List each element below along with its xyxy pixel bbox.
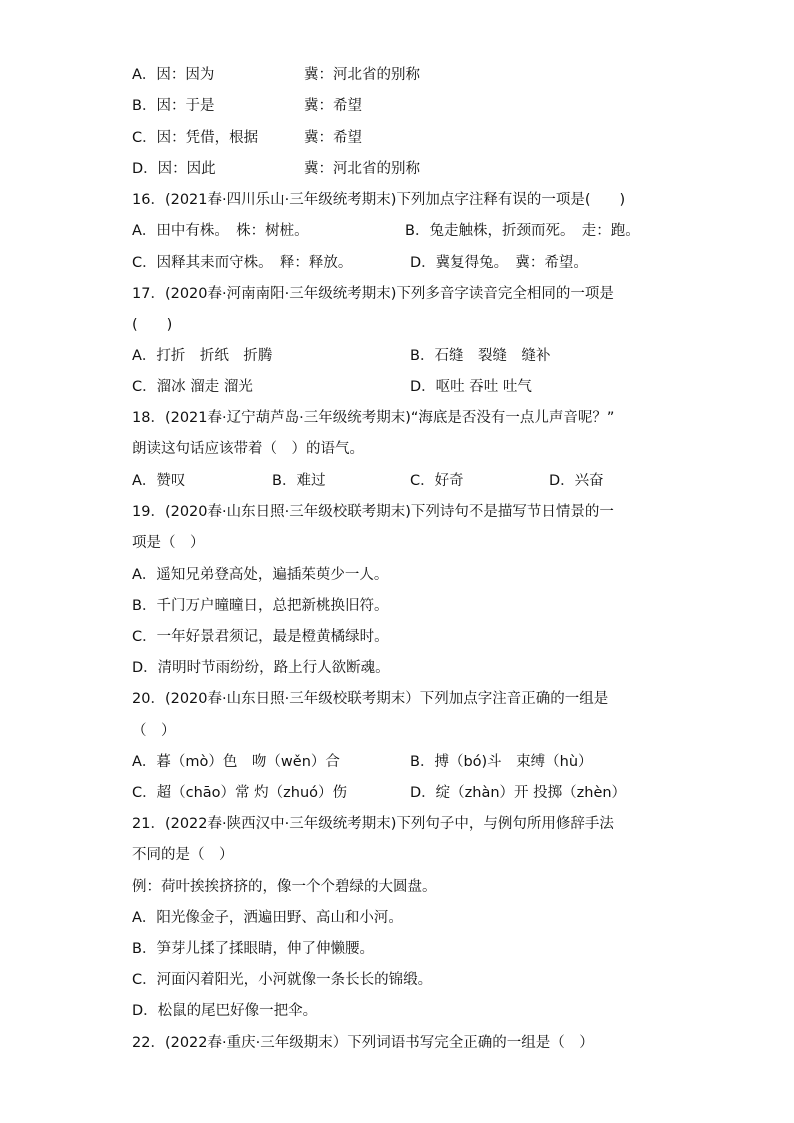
q19-option-a: A．遥知兄弟登高处，遍插茱萸少一人。 xyxy=(132,567,389,583)
option-a: A．暮（mò）色 吻（wěn）合 xyxy=(132,754,340,770)
option-c: C．超（chāo）常 灼（zhuó）伤 xyxy=(132,785,348,801)
option-text: D．因：因此 xyxy=(132,161,216,177)
q18-stem: 18．(2021春·辽宁葫芦岛·三年级统考期末)“海底是否没有一点儿声音呢？” xyxy=(132,410,615,426)
option-d: D．绽（zhàn）开 投掷（zhèn） xyxy=(410,785,627,801)
option-gloss: 冀：河北省的别称 xyxy=(304,161,420,177)
option-text: C．因：凭借，根据 xyxy=(132,130,259,146)
q21-stem-cont: 不同的是（ ） xyxy=(132,847,234,863)
q20-options-row1 xyxy=(132,750,593,774)
q21-option-d: D．松鼠的尾巴好像一把伞。 xyxy=(132,1003,318,1019)
q21-option-b: B．笋芽儿揉了揉眼睛，伸了伸懒腰。 xyxy=(132,941,374,957)
q16-options-row1 xyxy=(132,219,640,243)
q20-stem: 20．(2020春·山东日照·三年级校联考期末）下列加点字注音正确的一组是 xyxy=(132,691,609,707)
q20-stem-cont: （ ） xyxy=(132,723,176,739)
q20-options-row2 xyxy=(132,781,627,805)
option-d: D．呕吐 吞吐 吐气 xyxy=(410,379,532,395)
option-b: B．兔走触株，折颈而死。 走：跑。 xyxy=(405,223,640,239)
option-gloss: 冀：河北省的别称 xyxy=(304,67,420,83)
option-a: A．赞叹 xyxy=(132,473,186,489)
option-d: D．兴奋 xyxy=(549,473,604,489)
q18-stem-cont: 朗读这句话应该带着（ ）的语气。 xyxy=(132,441,364,457)
q17-options-row2 xyxy=(132,375,532,399)
option-c: C．因释其耒而守株。 释：释放。 xyxy=(132,255,353,271)
option-text: B．因：于是 xyxy=(132,98,215,114)
option-gloss: 冀：希望 xyxy=(304,98,362,114)
q15-option-d xyxy=(132,157,420,181)
option-d: D．冀复得兔。 冀：希望。 xyxy=(410,255,588,271)
q21-option-c: C．河面闪着阳光，小河就像一条长长的锦缎。 xyxy=(132,972,433,988)
q19-stem: 19．(2020春·山东日照·三年级校联考期末)下列诗句不是描写节日情景的一 xyxy=(132,504,614,520)
q17-stem-cont: ( ) xyxy=(132,317,173,333)
option-c: C．好奇 xyxy=(410,473,464,489)
q21-stem: 21．(2022春·陕西汉中·三年级统考期末)下列句子中，与例句所用修辞手法 xyxy=(132,816,614,832)
option-text: A．因：因为 xyxy=(132,67,215,83)
q16-stem: 16．(2021春·四川乐山·三年级统考期末)下列加点字注释有误的一项是( ) xyxy=(132,192,626,208)
option-b: B．搏（bó)斗 束缚（hù） xyxy=(410,754,593,770)
q17-stem: 17．(2020春·河南南阳·三年级统考期末)下列多音字读音完全相同的一项是 xyxy=(132,286,614,302)
option-a: A．打折 折纸 折腾 xyxy=(132,348,273,364)
q16-options-row2 xyxy=(132,251,588,275)
q19-option-b: B．千门万户曈曈日，总把新桃换旧符。 xyxy=(132,598,389,614)
option-b: B．难过 xyxy=(272,473,326,489)
q21-option-a: A．阳光像金子，洒遍田野、高山和小河。 xyxy=(132,910,403,926)
option-b: B．石缝 裂缝 缝补 xyxy=(410,348,551,364)
q19-option-c: C．一年好景君须记，最是橙黄橘绿时。 xyxy=(132,629,389,645)
q18-options xyxy=(132,469,604,493)
q21-example: 例：荷叶挨挨挤挤的，像一个个碧绿的大圆盘。 xyxy=(132,879,437,895)
q15-option-a xyxy=(132,63,420,87)
q19-stem-cont: 项是（ ） xyxy=(132,535,205,551)
option-a: A．田中有株。 株：树桩。 xyxy=(132,223,309,239)
option-gloss: 冀：希望 xyxy=(304,130,362,146)
q15-option-c xyxy=(132,126,362,150)
option-c: C．溜冰 溜走 溜光 xyxy=(132,379,253,395)
q22-stem: 22．(2022春·重庆·三年级期末）下列词语书写完全正确的一组是（ ） xyxy=(132,1035,594,1051)
q19-option-d: D．清明时节雨纷纷，路上行人欲断魂。 xyxy=(132,660,390,676)
q15-option-b xyxy=(132,94,362,118)
q17-options-row1 xyxy=(132,344,551,368)
